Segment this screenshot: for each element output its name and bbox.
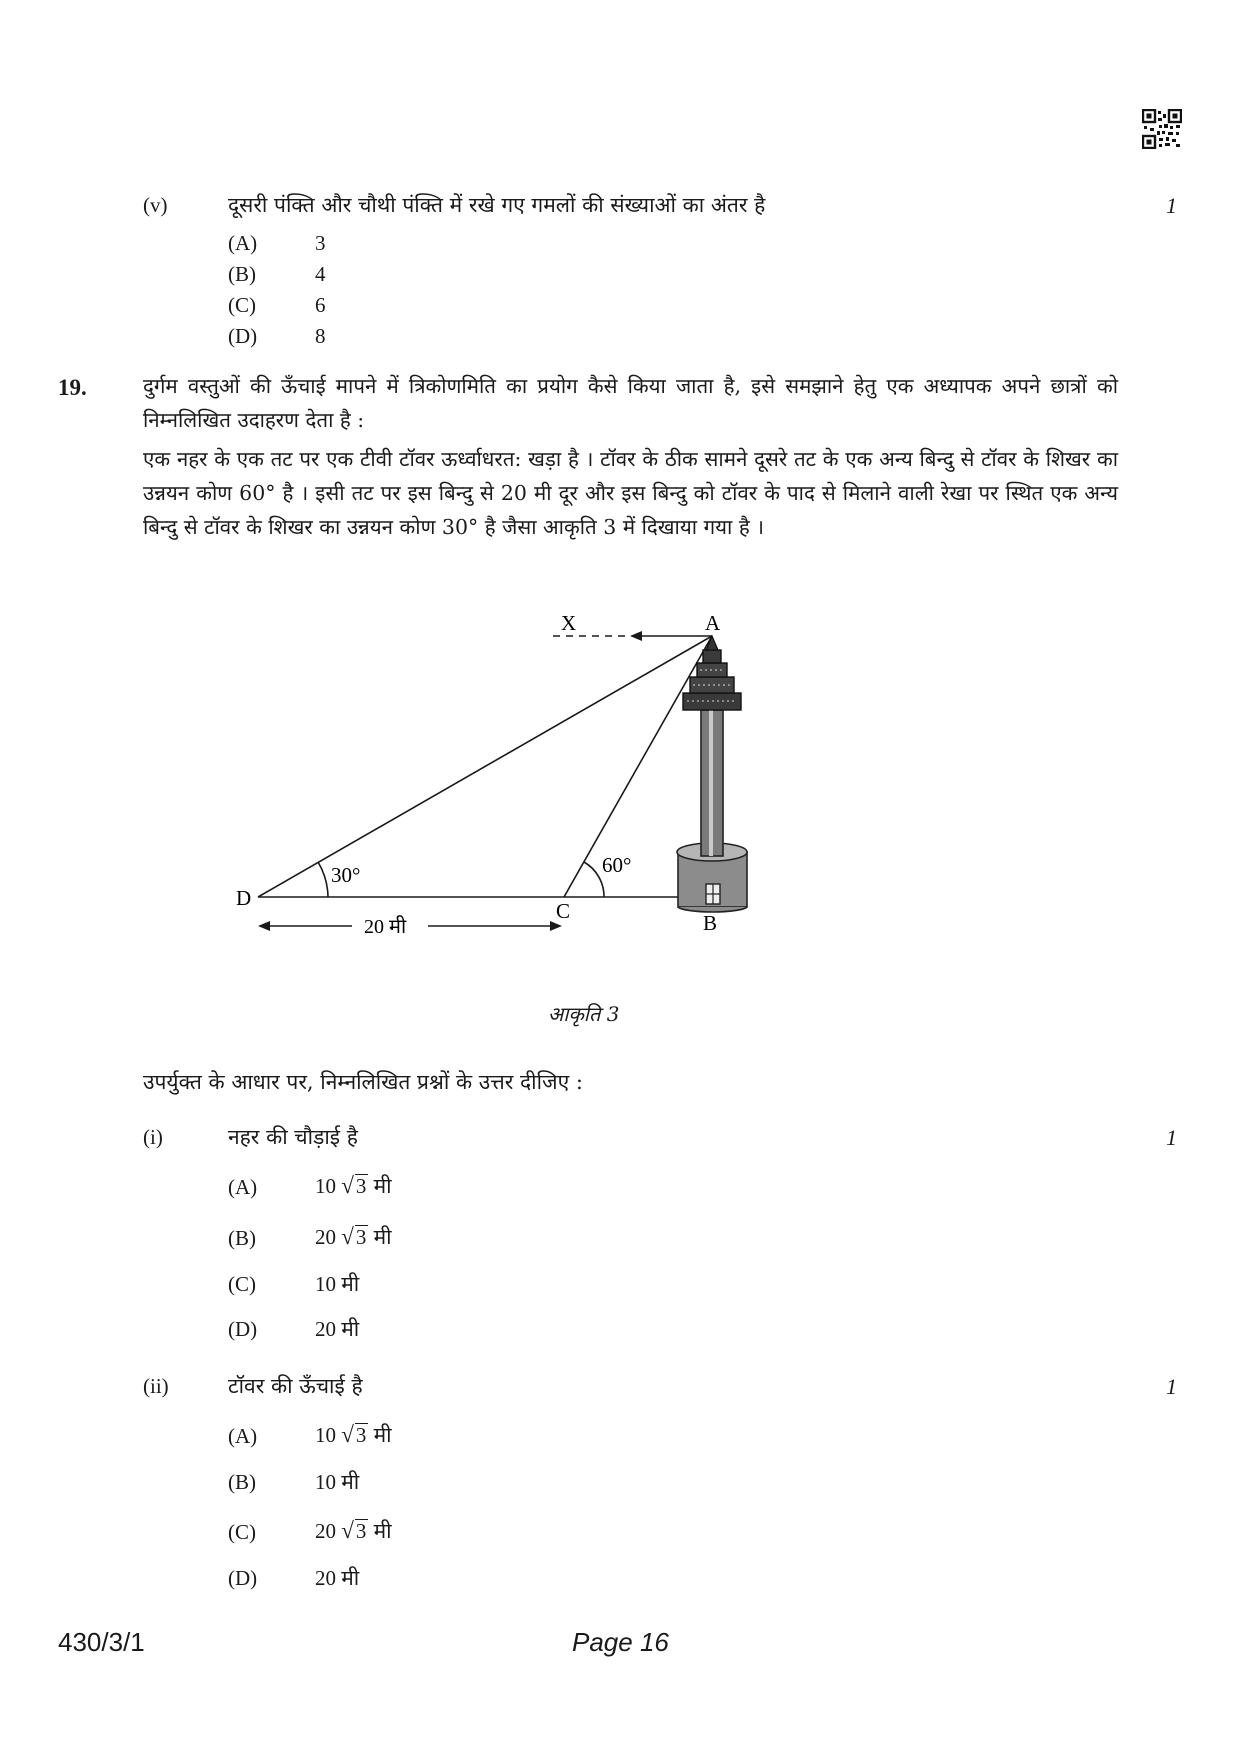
page-number: Page 16 [572,1627,669,1657]
paper-code: 430/3/1 [58,1627,145,1657]
option-value: 20 मी [315,1317,360,1341]
subq-i-marks: 1 [1166,1125,1177,1150]
option-unit: मी [373,1519,392,1543]
option-label: (D) [228,1317,258,1341]
option-value [315,1419,392,1452]
question-intro: दुर्गम वस्तुओं की ऊँचाई मापने में त्रिकोणमिति का प्रयोग कैसे किया जाता है, इसे समझाने हेतु एक अध्यापक अपने छात्रों को निम्नलिखित उदाहरण देता है : [143,374,1118,432]
subq-ii-marks: 1 [1166,1374,1177,1399]
angle-arc-c [584,862,604,897]
sqrt-icon: √ [341,1422,354,1447]
subq-v-text: दूसरी पंक्ति और चौथी पंक्ति में रखे गए गमलों की संख्याओं का अंतर है [228,193,766,217]
option-unit: मी [373,1225,392,1249]
figure-caption: आकृति 3 [548,1002,620,1026]
option-value: 6 [315,293,326,317]
option-radicand: 3 [355,1423,367,1447]
sqrt-icon: √ [341,1518,354,1543]
option-coef: 10 [315,1423,336,1447]
label-b: B [703,911,718,935]
option-value: 3 [315,231,326,255]
label-c: C [556,899,571,923]
angle-label-d: 30° [331,863,361,887]
option-radicand: 3 [355,1225,367,1249]
option-value: 20 मी [315,1566,360,1590]
label-x: X [561,611,577,635]
option-unit: मी [373,1423,392,1447]
option-radicand: 3 [355,1519,367,1543]
label-a: A [705,611,721,635]
subq-v-marks: 1 [1166,193,1177,218]
option-label: (C) [228,1272,256,1296]
option-label: (A) [228,231,258,255]
option-label: (B) [228,1470,256,1494]
option-label: (D) [228,324,258,348]
option-label: (A) [228,1175,258,1199]
option-value: 4 [315,262,326,286]
subq-ii-text: टॉवर की ऊँचाई है [228,1374,363,1398]
option-value: 10 मी [315,1272,360,1296]
option-label: (B) [228,1226,256,1250]
option-coef: 10 [315,1174,336,1198]
option-radicand: 3 [355,1174,367,1198]
label-d: D [236,886,252,910]
subq-v-label: (v) [143,193,168,217]
arrow-head-x [630,631,642,641]
option-value [315,1170,392,1203]
option-value [315,1515,392,1548]
sqrt-icon: √ [341,1173,354,1198]
option-unit: मी [373,1174,392,1198]
question-prompt: उपर्युक्त के आधार पर, निम्नलिखित प्रश्नों के उत्तर दीजिए : [143,1070,584,1094]
option-value: 8 [315,324,326,348]
question-example: एक नहर के एक तट पर एक टीवी टॉवर ऊर्ध्वाधरत: खड़ा है । टॉवर के ठीक सामने दूसरे तट के एक अन्य बिन्दु से टॉवर के शिखर का उन्नयन कोण 60° है । इसी तट पर इस बिन्दु से 20 मी दूर और इस बिन्दु को टॉवर के पाद से मिलाने वाली रेखा पर स्थित एक अन्य बिन्दु से टॉवर के शिखर का उन्नयन कोण 30° है जैसा आकृति 3 में दिखाया गया है । [143,447,1118,539]
option-label: (A) [228,1424,258,1448]
option-value [315,1221,392,1254]
option-label: (D) [228,1566,258,1590]
angle-label-c: 60° [602,853,632,877]
option-value: 10 मी [315,1470,360,1494]
angle-arc-d [318,862,328,897]
option-label: (B) [228,262,256,286]
subq-i-text: नहर की चौड़ाई है [228,1125,358,1149]
sqrt-icon: √ [341,1224,354,1249]
distance-label: 20 मी [364,916,407,938]
option-label: (C) [228,293,256,317]
sight-line-da [258,636,712,897]
subq-i-label: (i) [143,1125,163,1149]
question-number: 19. [58,375,87,400]
option-coef: 20 [315,1519,336,1543]
option-coef: 20 [315,1225,336,1249]
option-label: (C) [228,1520,256,1544]
subq-ii-label: (ii) [143,1374,169,1398]
